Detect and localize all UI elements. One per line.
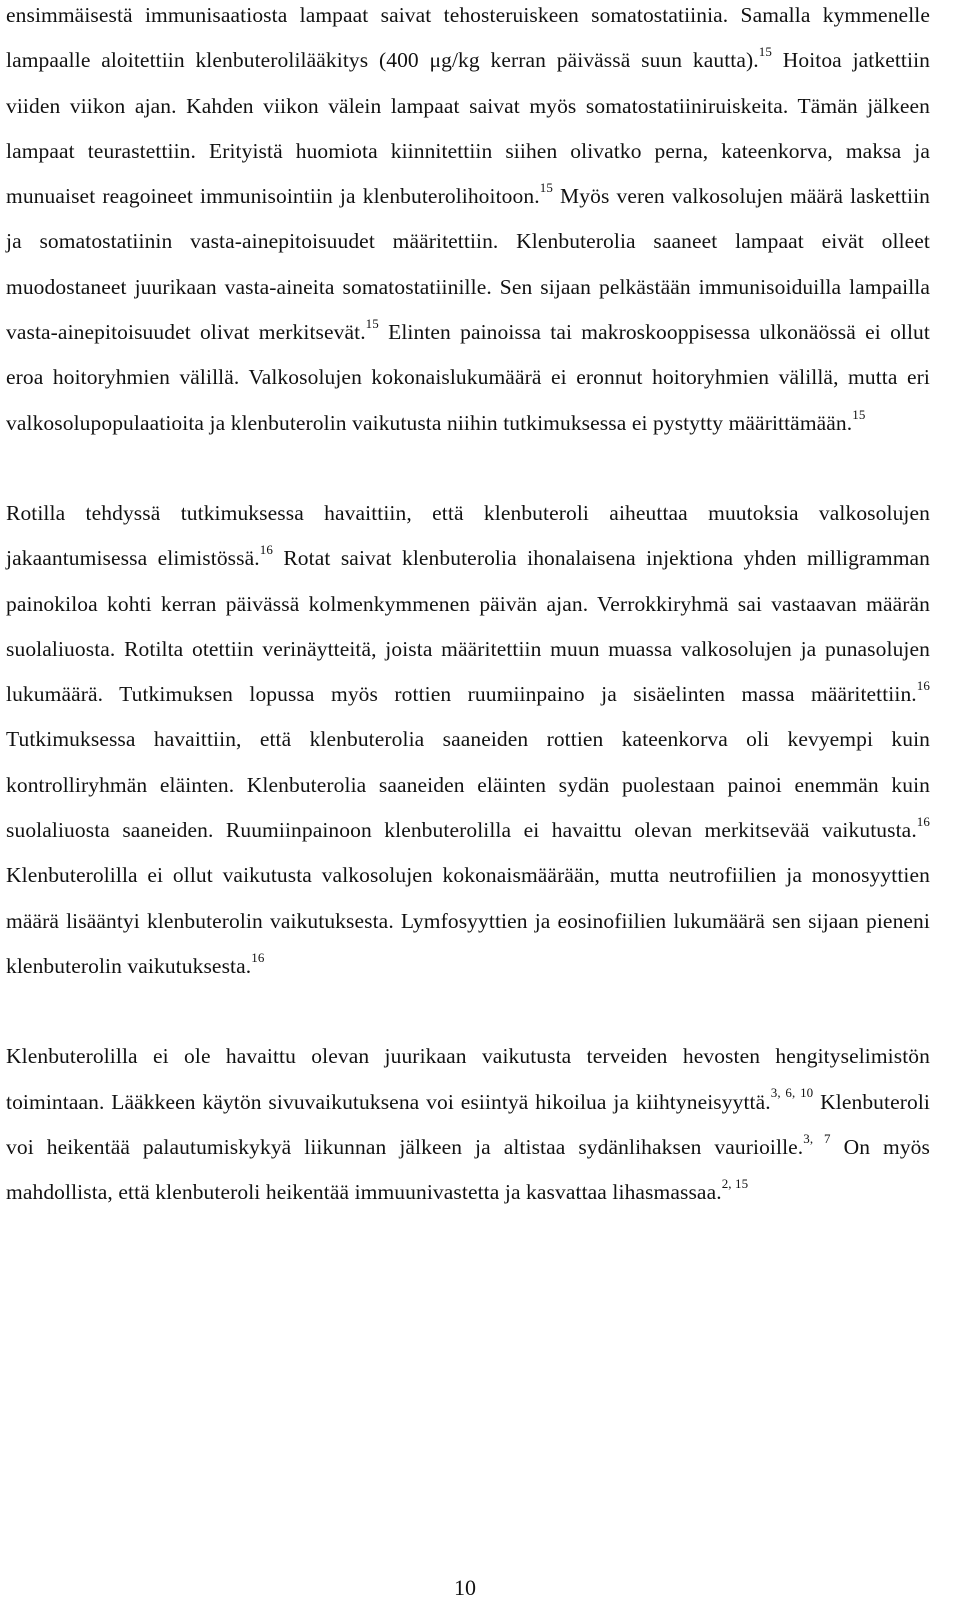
citation-reference: 16 (916, 813, 930, 829)
text-run: Klenbuterolilla ei ollut vaikutusta valkosolujen kokonaismäärään, mutta neutrofiilien ja monosyyttien määrä lisääntyi klenbuterolin vaikutuksesta. Lymfosyyttien ja eosinofiilien lukumäärä sen sijaan pieneni klenbuterolin vaikutuksesta. (6, 863, 930, 978)
text-run: Myös veren valkosolujen määrä laskettiin ja somatostatiinin vasta-ainepitoisuudet määritettiin. Klenbuterolia saaneet lampaat eivät olleet muodostaneet juurikaan vasta-aineita somatostatiinille. Sen sijaan pelkästään immunisoiduilla lampailla vasta-ainepitoisuudet olivat merkitsevät. (6, 184, 930, 345)
citation-reference: 16 (251, 949, 265, 965)
citation-reference: 3, 7 (803, 1130, 831, 1146)
text-run: Rotat saivat klenbuterolia ihonalaisena injektiona yhden milligramman painokiloa kohti kerran päivässä kolmenkymmenen päivän ajan. Verrokkiryhmä sai vastaavan määrän suolaliuosta. Rotilta otettiin verinäytteitä, joista määritettiin muun muassa valkosolujen ja punasolujen lukumäärä. Tutkimuksen lopussa myös rottien ruumiinpaino ja sisäelinten massa määritettiin. (6, 546, 931, 707)
text-run: Rotilla tehdyssä tutkimuksessa havaittiin, että klenbuteroli aiheuttaa muutoksia valkosolujen jakaantumisessa elimistössä. (6, 500, 930, 571)
citation-reference: 16 (916, 678, 930, 693)
page-number: 10 (454, 1575, 476, 1600)
citation-reference: 15 (852, 406, 866, 422)
citation-reference: 15 (365, 315, 379, 331)
citation-reference: 2, 15 (721, 1175, 749, 1191)
paragraph-rat-study (6, 491, 930, 989)
text-run: Tutkimuksessa havaittiin, että klenbuterolia saaneiden rottien kateenkorva oli kevyempi kuin kontrolliryhmän eläinten. Klenbuterolia saaneiden eläinten sydän puolestaan painoi enemmän kuin suolaliuosta saaneiden. Ruumiinpainoon klenbuterolilla ei havaittu olevan merkitsevää vaikutusta. (6, 727, 930, 843)
text-run: Hoitoa jatkettiin viiden viikon ajan. Kahden viikon välein lampaat saivat myös somatostatiiniruiskeita. Tämän jälkeen lampaat teurastettiin. Erityistä huomiota kiinnitettiin siihen olivatko perna, kateenkorva, maksa ja munuaiset reagoineet immunisointiin ja klenbuterolihoitoon. (6, 48, 930, 209)
document-page (6, 0, 930, 1215)
paragraph-gap (6, 446, 930, 491)
text-run: Klenbuteroli voi heikentää palautumiskykyä liikunnan jälkeen ja altistaa sydänlihaksen vaurioille. (6, 1089, 930, 1159)
text-run: Elinten painoissa tai makroskooppisessa ulkonäössä ei ollut eroa hoitoryhmien välillä. Valkosolujen kokonaislukumäärä ei eronnut hoitoryhmien välillä, mutta eri valkosolupopulaatioita ja klenbuterolin vaikutusta niihin tutkimuksessa ei pystytty määrittämään. (6, 320, 930, 435)
citation-reference: 15 (758, 44, 772, 60)
paragraph-sheep-study (6, 0, 930, 446)
text-run: On myös mahdollista, että klenbuteroli heikentää immuunivastetta ja kasvattaa lihasmassaa. (6, 1134, 930, 1205)
text-run: Klenbuterolilla ei ole havaittu olevan juurikaan vaikutusta terveiden hevosten hengityselimistön toimintaan. Lääkkeen käytön sivuvaikutuksena voi esiintyä hikoilua ja kiihtyneisyyttä. (6, 1044, 930, 1114)
citation-reference: 15 (539, 180, 553, 196)
citation-reference: 16 (259, 542, 273, 558)
paragraph-horse-effects (6, 1034, 930, 1215)
citation-reference: 3, 6, 10 (770, 1085, 814, 1101)
paragraph-gap (6, 989, 930, 1034)
text-run: ensimmäisestä immunisaatiosta lampaat saivat tehosteruiskeen somatostatiinia. Samalla kymmenelle lampaalle aloitettiin klenbuterolilääkitys (400 μg/kg kerran päivässä suun kautta). (6, 3, 930, 73)
